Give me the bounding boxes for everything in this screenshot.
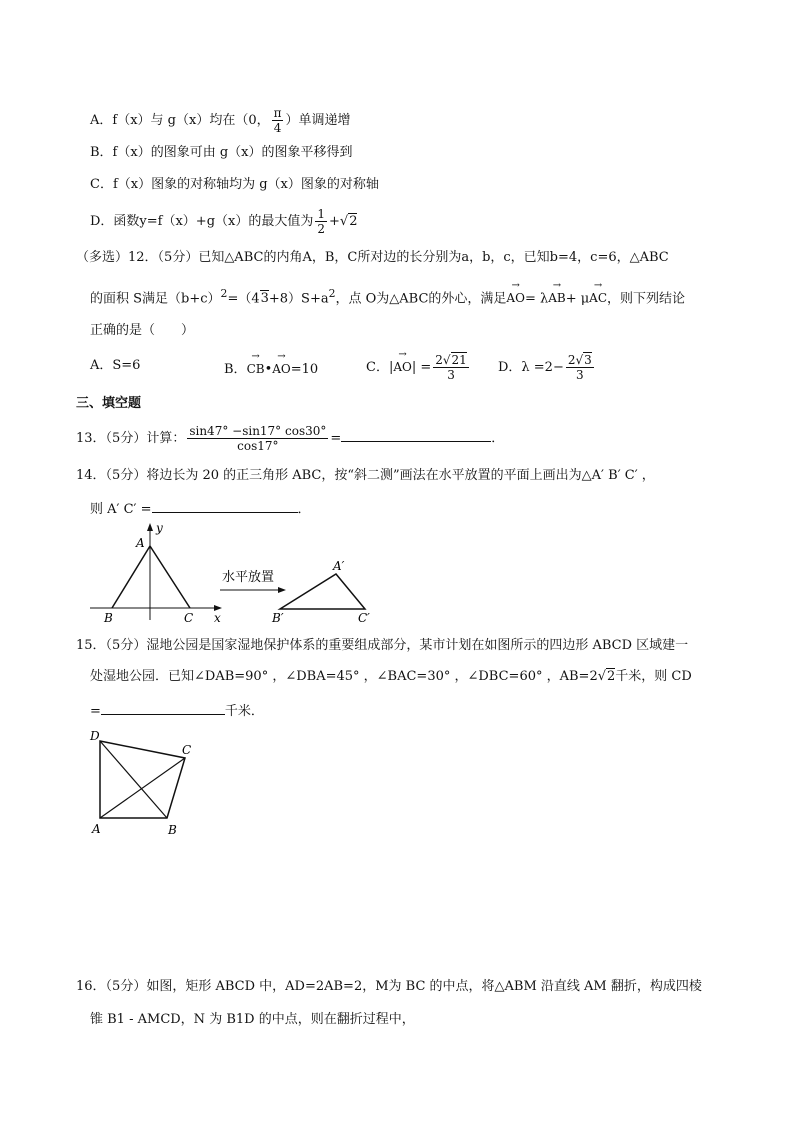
- q12-vec-ab: → AB: [548, 285, 565, 308]
- q14-l2: 则 A′ C′ =: [90, 502, 152, 517]
- q11-a-pi: π: [273, 106, 282, 120]
- q12-c-num-pre: 2√: [435, 353, 451, 367]
- q11-a-label: A．: [90, 113, 113, 128]
- q11-a-four: 4: [273, 121, 282, 135]
- q14-label-b-prime: B′: [272, 611, 284, 625]
- q12-line3: 正确的是（ ）: [90, 323, 195, 338]
- q14-label-b: B: [104, 611, 113, 625]
- q12-l2h: ，则下列结论: [607, 291, 686, 307]
- q12-c-num-sqrt: 21: [451, 353, 467, 367]
- q16-line2: 锥 B1 - AMCD，N 为 B1D 的中点，则在翻折过程中，: [90, 1012, 415, 1027]
- q11-d-sqrt: 2: [349, 214, 358, 229]
- q12-c-eq: | =: [411, 360, 432, 375]
- q14-line1: 14．（5分）将边长为 20 的正三角形 ABC，按“斜二测”画法在水平放置的平面上画出为△A′ B′ C′ ，: [76, 468, 655, 483]
- q12-l2g: ，点 O为△ABC的外心，满足: [335, 291, 507, 307]
- q11-option-b: B．f（x）的图象可由 g（x）的图象平移得到: [90, 145, 353, 160]
- q11-d-text1: D．函数y=f（x）+g（x）的最大值为: [90, 214, 314, 229]
- q12-vec-ao: → AO: [506, 285, 525, 308]
- q12-l2e: +8）S+a: [268, 291, 329, 307]
- q14-arrow-label: 水平放置: [222, 570, 275, 585]
- q15-line2: [90, 667, 692, 687]
- q11-d-one: 1: [317, 207, 325, 221]
- q12-c-den: 3: [447, 368, 455, 382]
- q14-label-c: C: [184, 611, 194, 625]
- q14-side-ac: [150, 546, 190, 608]
- q12-option-a: A．S=6: [90, 358, 141, 373]
- q12-plus-mu: + μ: [565, 291, 590, 307]
- q13-end: ．: [491, 431, 505, 446]
- q12-vec-cb: → CB: [247, 356, 265, 379]
- q12-c-pre: C．: [366, 360, 389, 375]
- q14-oblique-triangle: [280, 574, 365, 609]
- q15-label-c: C: [182, 743, 192, 757]
- q16-line1: 16．（5分）如图，矩形 ABCD 中，AD=2AB=2，M为 BC 的中点，将△ABM 沿直线 AM 翻折，构成四棱: [76, 979, 702, 994]
- q14-label-a: A: [136, 536, 145, 550]
- q12-l2c: =（4: [227, 291, 260, 307]
- q13-pre: 13．（5分）计算：: [76, 431, 186, 446]
- q14-y-arrow-icon: [147, 523, 153, 531]
- q12-d-num-pre: 2√: [567, 353, 584, 367]
- q15-line1: 15．（5分）湿地公园是国家湿地保护体系的重要组成部分，某市计划在如图所示的四边形 ABCD 区域建一: [76, 638, 689, 653]
- q11-d-two: 2: [317, 222, 325, 236]
- q12-vec-ac: → AC: [589, 285, 607, 308]
- q12-d-num-sqrt: 3: [584, 353, 592, 367]
- q14-transform-arrow-icon: [278, 587, 286, 593]
- q12-vec-ao3: → AO: [393, 354, 412, 377]
- q12-l2f: 2: [328, 287, 336, 300]
- q12-d-pre: D．λ =2−: [498, 360, 564, 375]
- q11-a-text2: ）单调递增: [285, 113, 351, 128]
- section-fill-in-title: 三、填空题: [76, 396, 142, 411]
- q12-b-post: =10: [290, 362, 319, 377]
- q12-vec-ao2: → AO: [272, 356, 291, 379]
- q15-quadrilateral: [100, 741, 185, 818]
- q15-label-b: B: [168, 823, 177, 837]
- q14-side-ab: [112, 546, 150, 608]
- q12-c-bar: |: [388, 360, 394, 375]
- q11-d-plus: +√: [329, 214, 349, 229]
- q11-a-text1: f（x）与 g（x）均在（0，: [112, 113, 270, 128]
- q12-d-den: 3: [576, 368, 584, 382]
- q15-l2b: 2: [607, 669, 616, 684]
- q15-l3b: 千米．: [224, 704, 264, 719]
- q15-l2c: 千米，则 CD: [615, 669, 692, 684]
- q15-label-d: D: [90, 729, 100, 743]
- q14-label-c-prime: C′: [358, 611, 370, 625]
- q14-label-y: y: [156, 521, 163, 535]
- q13-den: cos17°: [237, 439, 279, 453]
- q15-l3a: =: [90, 704, 101, 719]
- q12-b-pre: B．: [224, 362, 247, 377]
- q14-end: ．: [297, 502, 311, 517]
- q13-num: sin47° −sin17° cos30°: [189, 424, 327, 438]
- q14-label-a-prime: A′: [333, 559, 345, 573]
- q12-b-dot: •: [264, 362, 273, 377]
- q15-diagonal-ac: [100, 758, 185, 818]
- q12-eq-lambda: = λ: [524, 291, 549, 307]
- q15-l2a: 处湿地公园．已知∠DAB=90° ，∠DBA=45° ，∠BAC=30° ，∠DBC=60° ，AB=2√: [90, 669, 607, 684]
- q12-l2d: 3: [260, 291, 269, 307]
- q12-l2b: 2: [220, 287, 228, 300]
- q15-answer-blank[interactable]: [101, 700, 225, 715]
- q15-line3: [90, 700, 264, 722]
- q14-label-x: x: [214, 611, 221, 625]
- q15-label-a: A: [92, 822, 101, 836]
- q12-line1: （多选）12．（5分）已知△ABC的内角A，B，C所对边的长分别为a，b，c，已知b=4，c=6，△ABC: [76, 250, 669, 265]
- q13-eq: =: [330, 431, 342, 446]
- q11-option-c: C．f（x）图象的对称轴均为 g（x）图象的对称轴: [90, 177, 379, 192]
- q12-l2a: 的面积 S满足（b+c）: [90, 291, 221, 307]
